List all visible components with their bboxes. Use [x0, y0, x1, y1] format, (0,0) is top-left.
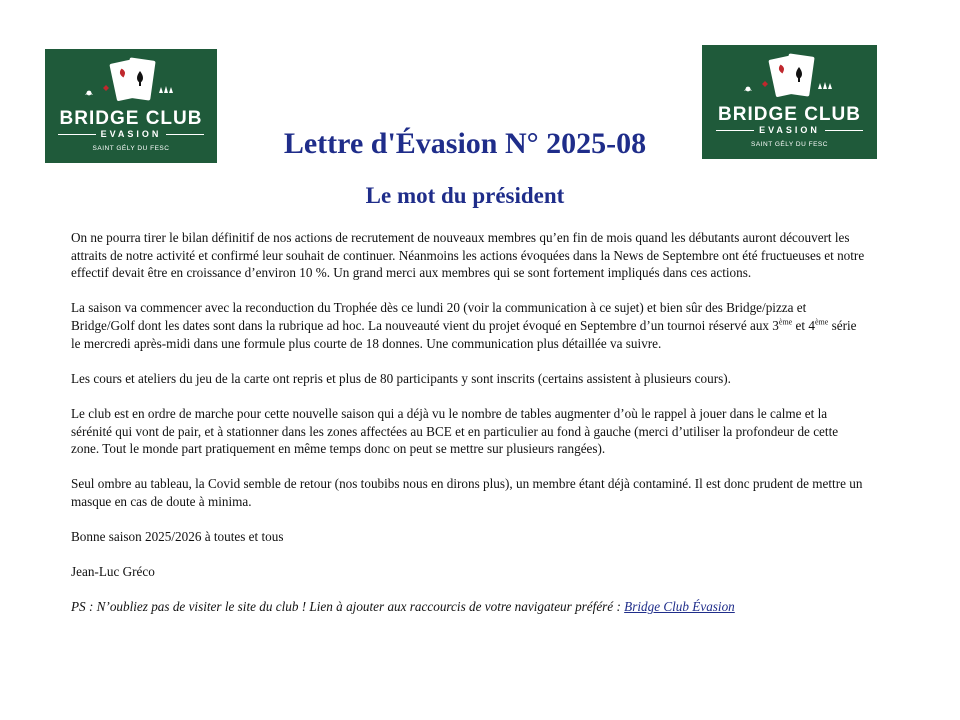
playing-cards-icon	[730, 51, 850, 103]
divider	[825, 130, 863, 131]
section-title: Le mot du président	[365, 183, 565, 208]
logo-town: SAINT GÉLY DU FESC	[92, 145, 170, 152]
divider	[716, 130, 754, 131]
logo-name: BRIDGE CLUB	[718, 104, 861, 125]
paragraph-season	[71, 299, 866, 352]
paragraph-recruitment: On ne pourra tirer le bilan définitif de nos actions de recrutement de nouveaux membres qu’en fin de mois quand les débutants auront découvert les attraits de notre activité et confirmé leur souhait de continuer. Néanmoins les actions évoquées dans la News de Septembre ont été fructueuses et notre effectif devait être en croissance d’environ 10 %. Un grand merci aux membres qui se sont fortement impliqués dans ces actions.	[71, 230, 865, 281]
club-logo-left	[45, 49, 217, 163]
logo-name: BRIDGE CLUB	[59, 108, 203, 129]
divider	[166, 134, 204, 135]
newsletter-title: Lettre d'Évasion N° 2025-08	[283, 127, 647, 160]
club-logo-right	[702, 45, 877, 159]
closing-line: Bonne saison 2025/2026 à toutes et tous	[71, 529, 284, 545]
postscript-text: PS : N’oubliez pas de visiter le site du club ! Lien à ajouter aux raccourcis de votre navigateur préféré :	[71, 599, 625, 615]
divider	[58, 134, 96, 135]
superscript: ème	[814, 317, 829, 327]
paragraph-club-order: Le club est en ordre de marche pour cette nouvelle saison qui a déjà vu le nombre de tables augmenter d’où le rappel à jouer dans le calme et la sérénité qui vont de pair, et à stationner dans les zones affectées au BCE et en particulier au fond à gauche (merci d’utiliser la profondeur de cette zone. Tout le monde part pratiquement en même temps donc on peut se mettre sur plusieurs rangées).	[71, 405, 839, 457]
logo-subtitle	[58, 129, 205, 140]
club-website-link[interactable]: Bridge Club Évasion	[624, 599, 735, 615]
paragraph-season-text-1: La saison va commencer avec la reconduction du Trophée dès ce lundi 20 (voir la communication à ce sujet) et bien sûr des Bridge/pizza et Bridge/Golf dont les dates sont dans la rubrique ad hoc. La nouveauté vient du projet évoqué en Septembre d’un tournoi réservé aux 3	[71, 300, 807, 333]
paragraph-season-text-2: et 4	[792, 317, 815, 333]
logo-town: SAINT GÉLY DU FESC	[751, 141, 828, 148]
superscript: ème	[778, 317, 793, 327]
letter-body	[71, 229, 866, 634]
paragraph-season-text-3: série le mercredi après-midi dans une formule plus courte de 18 donnes. Une communication plus détaillée va suivre.	[71, 317, 857, 351]
paragraph-covid: Seul ombre au tableau, la Covid semble de retour (nos toubibs nous en dirons plus), un membre étant déjà contaminé. Il est donc prudent de mettre un masque en cas de doute à minima.	[71, 476, 863, 509]
logo-subtitle-text: EVASION	[100, 129, 162, 139]
signature: Jean-Luc Gréco	[71, 564, 155, 580]
playing-cards-icon	[71, 55, 191, 107]
logo-subtitle	[716, 125, 863, 136]
postscript	[71, 598, 866, 616]
logo-subtitle-text: EVASION	[759, 125, 820, 135]
paragraph-courses: Les cours et ateliers du jeu de la carte ont repris et plus de 80 participants y sont inscrits (certains assistent à plusieurs cours).	[71, 370, 731, 386]
